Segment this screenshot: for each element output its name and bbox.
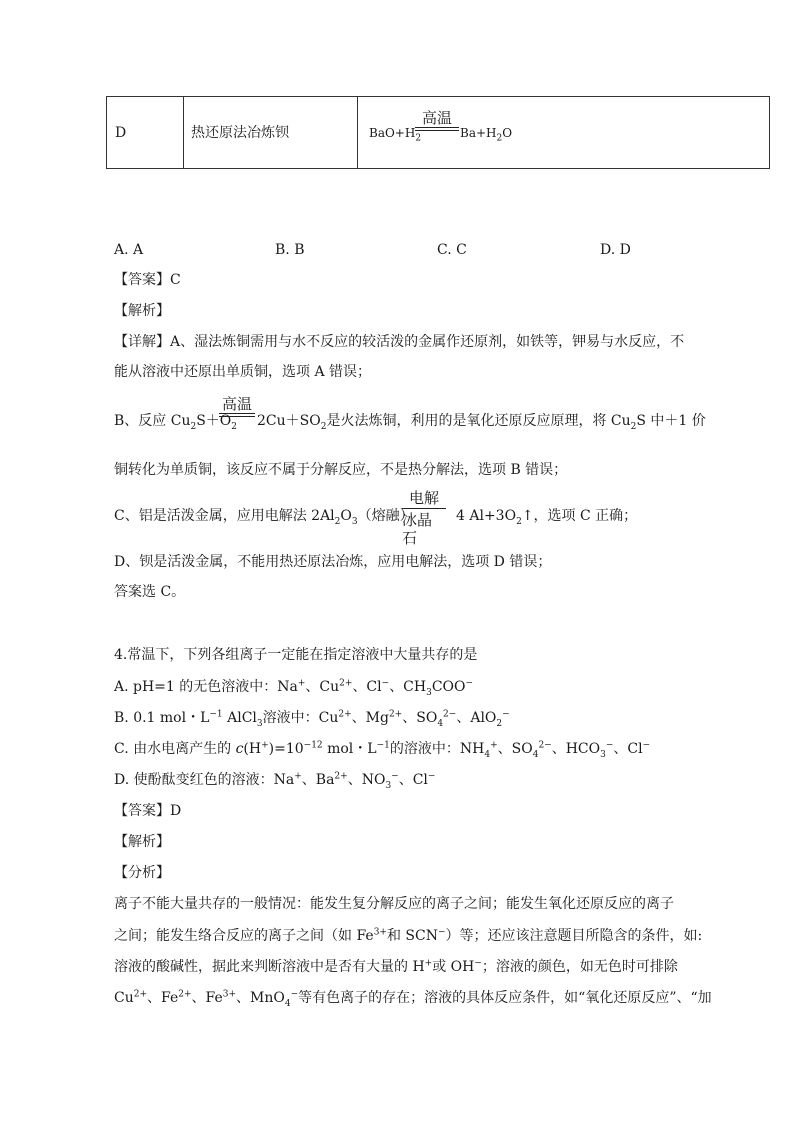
table-divider [357,97,358,168]
reaction-condition: 电解 冰晶石 [402,490,446,547]
analysis-line: $Cu^{2+}$、$Fe^{2+}$、$Fe^{3+}$、MnO$_4$−等有色离子的存在；溶液的具体反应条件，如“氧化还原反应”、“加 [114,989,712,1009]
detail-line-b: B、反应 $Cu_2S+O_2$ [114,413,238,432]
detail-line-b-rest: $2Cu+SO_2$是火法炼铜，利用的是氧化还原反应原理，将 $Cu_2S$ 中＋1 价 [257,413,706,432]
analysis-line: 离子不能大量共存的一般情况：能发生复分解反应的离子之间；能发生氧化还原反应的离子 [114,896,674,912]
table-cell-equation-left: $BaO+H_2$ [369,126,422,144]
detail-line: 【详解】A、湿法炼铜需用与水不反应的较活泼的金属作还原剂，如铁等，钾易与水反应，不 [114,334,685,350]
analysis-label: 【解析】 [114,303,170,319]
analysis-label: 【解析】 [114,834,170,850]
detail-line: 铜转化为单质铜，该反应不属于分解反应，不是热分解法，选项 B 错误； [114,462,568,478]
reaction-condition: 高温 [415,110,459,131]
conclusion: 答案选 C。 [114,584,186,600]
option-b: B. B [275,242,305,258]
analysis-line: 溶液的酸碱性，据此来判断溶液中是否有大量的 H+或 OH−；溶液的颜色，如无色时可排除 [114,958,678,975]
table-cell-equation-right: $Ba+H_2O$ [460,126,513,144]
table-cell-option: D [115,125,127,141]
option-c: C. C [437,242,467,258]
answer-label: 【答案】C [114,272,181,288]
q4-option-b: B. 0.1 mol・$L^{-1}$ AlCl$_3$溶液中：$Cu^{2+}$、$Mg^{2+}$、$SO_4^{2-}$、AlO$_2$− [114,709,510,729]
q4-option-a: A. pH=1 的无色溶液中：Na+、$Cu^{2+}$、Cl−、$CH_3COO^-$ [114,678,474,698]
answer-label: 【答案】D [114,803,182,819]
table-divider [183,97,184,168]
detail-line: 能从溶液中还原出单质铜，选项 A 错误； [114,364,372,380]
q4-option-d: D. 使酚酞变红色的溶液：Na+、$Ba^{2+}$、$NO_3^-$、Cl− [114,771,436,791]
detail-line: D、钡是活泼金属，不能用热还原法冶炼，应用电解法，选项 D 错误； [114,554,552,570]
analysis-heading: 【分析】 [114,865,170,881]
answer-table [106,96,770,169]
reaction-condition: 高温 [219,396,255,417]
detail-line-c: C、铝是活泼金属，应用电解法 $2Al_2O_3$（熔融） [114,508,414,527]
analysis-line: 之间；能发生络合反应的离子之间（如 $Fe^{3+}$和 SCN−）等；还应该注意题目所隐含的条件，如: [114,927,703,944]
q4-option-c: C. 由水电离产生的 $c(H^+)=10^{-12}$ mol・$L^{-1}$的溶液中：$NH_4^+$、$SO_4^{2-}$、$HCO_3^-$、Cl− [114,740,651,760]
table-cell-method: 热还原法冶炼钡 [191,125,289,141]
option-a: A. A [114,242,144,258]
option-d: D. D [600,242,631,258]
detail-line-c-rest: 4 $Al+3O_2↑$，选项 C 正确； [456,508,638,527]
question-stem: 4.常温下，下列各组离子一定能在指定溶液中大量共存的是 [114,647,478,663]
